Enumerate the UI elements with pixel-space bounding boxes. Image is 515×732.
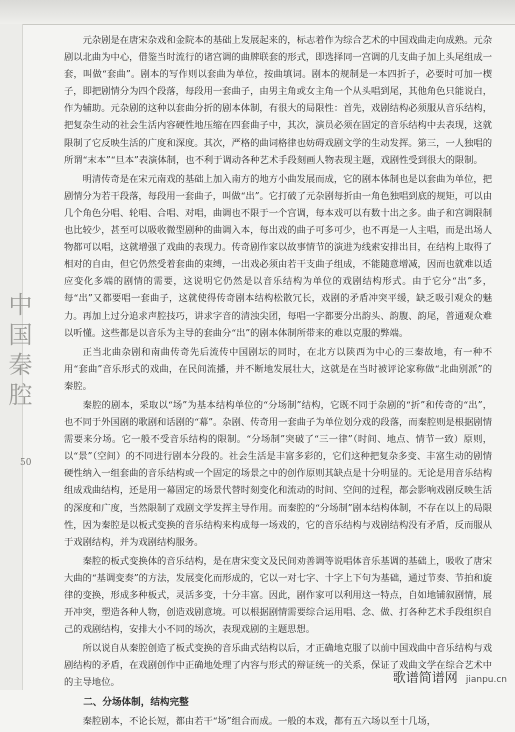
paragraph: 秦腔的剧本，采取以“场”为基本结构单位的“分场制”结构，它既不同于杂剧的“折”和传奇的“出”，也不同于外国剧的歌剧和话剧的“幕”。杂剧、传奇用一套曲子为单位划分戏的段落，而秦腔则是根据剧情需要来分场。它一般不受音乐结构的限制。“分场制”突破了“三一律”（时间、地点、情节一致）原则，以“景”（空间）的不同进行剧本分段的。社会生活是丰富多彩的，它们这种把复杂多变、丰富生动的剧情硬性纳入一组套曲的音乐结构或一个固定的场景之中的创作原则其缺点是十分明显的。无论是用音乐结构组成戏曲结构，还是用一幕固定的场景代替时刻变化和流动的时间、空间的过程，都会影响戏剧反映生活的深度和广度，当然限制了戏剧文学发挥主导作用。而秦腔的“分场制”剧本结构体制，不存在以上的局限性，因为秦腔是以板式变换的音乐结构来构成每一场戏的，它的音乐结构与戏剧结构没有矛盾，反而服从于戏剧结构，并为戏剧结构服务。 (64, 399, 492, 548)
paragraph: 明清传奇是在宋元南戏的基础上加入南方的地方小曲发展而成，它的剧本体制也是以套曲为单位，把剧情分为若干段落，每段用一套曲子，叫做“出”。它打破了元杂剧每折由一角色独唱到底的规矩，可以由几个角色分唱、轮唱、合唱、对唱，曲调也不限于一个宫调，每本戏可以有数十出之多。曲子和宫调限制也比较少，甚至可以吸收微型剧种的曲调入本，每出戏的曲子可多可少，也不再是一人主唱，而是出场人物都可以唱，这就增强了戏曲的表现力。传奇剧作家以故事情节的演进为线索安排出目，在结构上取得了相对的自由，但它仍然受着套曲的束缚，一出戏必须由若干支曲子组成，不能随意增减，因而也就难以适应变化多端的剧情的需要，这说明它仍然是以音乐结构为单位的戏剧结构形式。由于它分“出”多，每“出”又都要唱一套曲子，这就使得传奇剧本结构松散冗长，戏剧的矛盾冲突平缓，缺乏吸引观众的魅力。再加上过分追求声腔技巧，讲求字音的清浊尖团，每唱一字都要分出韵头、韵腹、韵尾，普通观众难以听懂。这些都是以音乐为主导的套曲分“出”的剧本体制所带来的难以克服的弊端。 (64, 173, 492, 339)
section-heading: 二、分场体制，结构完整 (83, 696, 189, 708)
site-watermark (393, 667, 507, 686)
paragraph: 正当北曲杂剧和南曲传奇先后流传中国剧坛的同时，在北方以陕西为中心的三秦故地，有一种不用“套曲”音乐形式的戏曲，在民间流播，并不断地发展壮大，这就是在当时被评论家称做“北曲别派”的秦腔。 (64, 346, 492, 392)
watermark-text: 歌谱简谱网 (392, 671, 458, 686)
body-text (64, 32, 492, 732)
paragraph: 秦腔剧本，不论长短，都由若干“场”组合而成。一般的本戏，都有五六场以至十几场， (82, 715, 437, 727)
paragraph: 所以说自从秦腔创造了板式变换的音乐曲式结构以后，才正确地克服了以前中国戏曲中音乐结构与戏剧结构的矛盾，在戏剧创作中正确地处理了内容与形式的辩证统一的关系，保证了戏曲文学在综合艺术中的主导地位。 (64, 643, 492, 689)
top-border (0, 0, 515, 25)
paragraph: 秦腔的板式变换体的音乐结构，是在唐宋变文及民间劝善调等说唱体音乐基调的基础上，吸收了唐宋大曲的“基调变奏”的方法，发展变化而形成的，它以一对七字、十字上下句为基础，通过节奏、节拍和旋律的变换，形成多种板式，灵活多变，十分丰富。因此，剧作家可以利用这一特点，自如地铺叙剧情，展开冲突，塑造各种人物，创造戏剧意境。可以根据剧情需要综合运用唱、念、做、打各种艺术手段组织自己的戏剧结构，安排大小不同的场次，表现戏剧的主题思想。 (64, 555, 492, 636)
watermark-url: jianpu.cn (465, 675, 507, 685)
page-number: 50 (20, 458, 32, 468)
paragraph: 元杂剧是在唐宋杂戏和金院本的基础上发展起来的，标志着作为综合艺术的中国戏曲走向成熟。元杂剧以北曲为中心，借鉴当时流行的诸宫调的曲牌联套的形式，即选择同一宫调的几支曲子加上头尾组成一套，叫做“套曲”。剧本的写作则以套曲为单位，按曲填词。剧本的规制是一本四折子，必要时可加一楔子，即把剧情分为四个段落，每段用一套曲子，由男主角或女主角一个从头唱到尾，其他角色只能说白，作为辅助。元杂剧的这种以套曲分折的剧本体制，有很大的局限性：首先，戏剧结构必须服从音乐结构，把复杂生动的社会生活内容硬性地压缩在四套曲子中，其次，演员必须在固定的音乐结构中去表现，这就限制了它反映生活的广度和深度。其次，严格的曲词格律也妨碍戏剧文学的生动发挥。第三，一人独唱的所谓“末本”“旦本”表演体制，也不利于调动各种艺术手段刻画人物表现主题，戏剧性受到很大的限制。 (64, 35, 492, 166)
running-title: 中国秦腔 (4, 292, 32, 412)
